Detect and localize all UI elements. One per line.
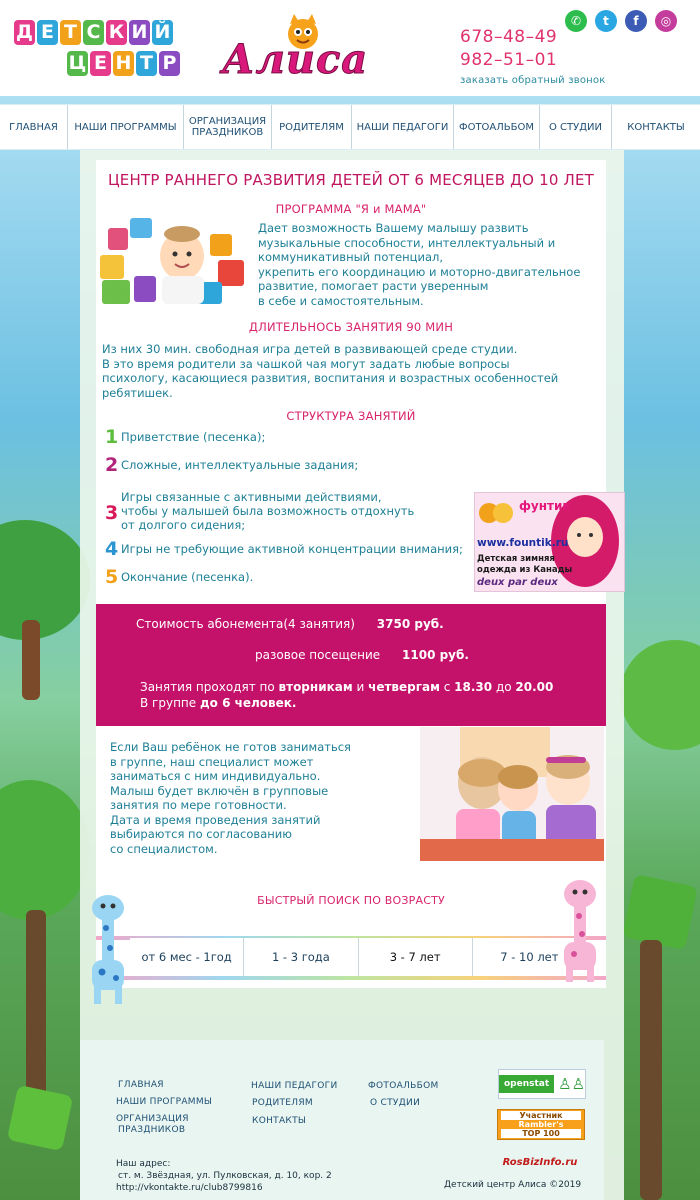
- individual-text-line: Малыш будет включён в групповые: [110, 783, 329, 798]
- fountik-brand: фунтик: [519, 499, 571, 513]
- nav-parents[interactable]: РОДИТЕЛЯМ: [272, 105, 352, 149]
- age-tab-1-3y[interactable]: 1 - 3 года: [244, 938, 358, 976]
- step-text-3: чтобы у малышей была возможность отдохнуть: [121, 504, 415, 518]
- callback-link[interactable]: заказать обратный звонок: [460, 75, 606, 86]
- background-trunk-right: [640, 940, 662, 1200]
- age-tabs-bottom-stripe: [96, 976, 606, 980]
- age-tabs: [130, 938, 586, 976]
- duration-title: ДЛИТЕЛЬНОСЬ ЗАНЯТИЯ 90 МИН: [248, 320, 454, 334]
- individual-text-line: Если Ваш ребёнок не готов заниматься: [110, 740, 351, 754]
- step-text-1: Приветствие (песенка);: [121, 430, 266, 444]
- program-title: ПРОГРАММА "Я и МАМА": [275, 202, 427, 216]
- background-trunk-left: [22, 620, 40, 700]
- duration-description: [102, 342, 602, 400]
- individual-text-line: со специалистом.: [110, 841, 218, 856]
- logo-row-detsky: [14, 20, 198, 45]
- individual-description: [110, 740, 410, 856]
- openstat-label: openstat: [499, 1075, 554, 1093]
- footer-link-contacts[interactable]: КОНТАКТЫ: [252, 1116, 307, 1126]
- individual-text-line: занятия по мере готовности.: [110, 798, 287, 812]
- copyright: Детский центр Алиса ©2019: [444, 1180, 582, 1190]
- vk-link[interactable]: http://vkontakte.ru/club8799816: [116, 1183, 263, 1193]
- rambler-line2: Rambler's: [518, 1120, 564, 1129]
- rambler-line1: Участник: [501, 1111, 581, 1120]
- twitter-icon[interactable]: t: [595, 10, 617, 32]
- phone-2[interactable]: 982–51–01: [460, 50, 558, 70]
- single-visit-line: [255, 648, 469, 662]
- giraffe-blue-icon: [80, 888, 136, 1006]
- instagram-icon[interactable]: ◎: [655, 10, 677, 32]
- baby-with-blocks-image: [100, 200, 250, 308]
- header: [0, 0, 700, 96]
- detsky-letter: Т: [60, 20, 81, 45]
- nav-parties[interactable]: ОРГАНИЗАЦИЯ ПРАЗДНИКОВ: [184, 105, 272, 149]
- age-tab-3-7y[interactable]: 3 - 7 лет: [359, 938, 473, 976]
- centr-letter: Е: [90, 51, 111, 76]
- rambler-line3: TOP 100: [501, 1129, 581, 1138]
- rosbizinfo-label: RosBizInfo.ru: [502, 1156, 578, 1168]
- subscription-price: 3750 руб.: [376, 617, 444, 631]
- program-text-line: коммуникативный потенциал,: [258, 250, 444, 264]
- kids-playing-image: [420, 727, 604, 861]
- nav-contacts[interactable]: КОНТАКТЫ: [627, 121, 685, 133]
- page-title: ЦЕНТР РАННЕГО РАЗВИТИЯ ДЕТЕЙ ОТ 6 МЕСЯЦЕВ ДО 10 ЛЕТ: [107, 171, 595, 189]
- program-text-line: в себе и самостоятельным.: [258, 293, 424, 308]
- main-navigation: [0, 104, 700, 150]
- centr-letter: Ц: [68, 52, 87, 74]
- age-tab-7-10y[interactable]: 7 - 10 лет: [473, 938, 586, 976]
- step-text-5: Окончание (песенка).: [121, 570, 254, 584]
- schedule-from: с: [439, 680, 455, 694]
- schedule-line: [140, 680, 553, 694]
- individual-text-line: выбираются по согласованию: [110, 827, 292, 841]
- detsky-letter: Й: [152, 20, 173, 45]
- footer-link-organization[interactable]: ОРГАНИЗАЦИЯ: [116, 1114, 189, 1124]
- schedule-text: Занятия проходят по: [140, 680, 279, 694]
- footer-link-photoalbum[interactable]: ФОТОАЛЬБОМ: [368, 1081, 439, 1091]
- detsky-letter: С: [83, 20, 104, 45]
- fountik-url: www.fountik.ru: [477, 537, 569, 549]
- program-text-line: Дает возможность Вашему малышу развить: [258, 221, 529, 235]
- address-label: Наш адрес:: [116, 1159, 171, 1169]
- step-number-3: 3: [105, 502, 119, 524]
- whatsapp-icon[interactable]: ✆: [565, 10, 587, 32]
- background-cube-left: [7, 1085, 73, 1151]
- duration-text-line: Из них 30 мин. свободная игра детей в развивающей среде студии.: [102, 342, 518, 356]
- social-links: [565, 10, 677, 32]
- openstat-people-icon: ♙♙: [558, 1075, 586, 1093]
- detsky-letter: К: [106, 20, 127, 45]
- group-size-line: [140, 696, 296, 710]
- group-label: В группе: [140, 696, 200, 710]
- fountik-line2: одежда из Канады: [477, 565, 573, 575]
- centr-letter: Н: [113, 51, 134, 76]
- time-to: 20.00: [515, 680, 554, 694]
- background-tree-right: [620, 640, 700, 750]
- single-visit-price: 1100 руб.: [402, 648, 469, 662]
- logo-alisa[interactable]: [222, 14, 392, 84]
- address-block: [116, 1158, 332, 1194]
- program-text-line: укрепить его координацию и моторно-двигательное: [258, 264, 581, 279]
- nav-teachers[interactable]: НАШИ ПЕДАГОГИ: [352, 105, 454, 149]
- step-text-3: от долгого сидения;: [121, 518, 246, 532]
- step-number-2: 2: [105, 454, 119, 476]
- logo-row-centr: [67, 51, 198, 76]
- program-description: [258, 221, 603, 308]
- schedule-day-thursday: четвергам: [368, 680, 440, 694]
- openstat-badge[interactable]: [498, 1069, 586, 1099]
- step-number-4: 4: [105, 538, 119, 560]
- individual-text-line: заниматься с ним индивидуально.: [110, 769, 321, 783]
- program-text-line: музыкальные способности, интеллектуальный и: [258, 235, 556, 250]
- footer-link-teachers[interactable]: НАШИ ПЕДАГОГИ: [251, 1081, 338, 1091]
- centr-letter: Т: [136, 51, 157, 76]
- single-visit-label: разовое посещение: [255, 648, 381, 662]
- structure-title: СТРУКТУРА ЗАНЯТИЙ: [286, 409, 416, 423]
- duration-text-line: В это время родители за чашкой чая могут задать любые вопросы: [102, 356, 510, 371]
- footer-link-home[interactable]: ГЛАВНАЯ: [118, 1080, 164, 1090]
- nav-programs[interactable]: НАШИ ПРОГРАММЫ: [68, 105, 184, 149]
- fountik-maker: deux par deux: [477, 577, 558, 588]
- duration-text-line: психологу, касающиеся развития, воспитания и возрастных особенностей: [102, 371, 559, 385]
- background-trunk-left2: [26, 910, 46, 1110]
- nav-photoalbum[interactable]: ФОТОАЛЬБОМ: [454, 105, 540, 149]
- group-size: до 6 человек.: [199, 696, 297, 710]
- duration-text-line: ребятишек.: [102, 385, 173, 400]
- detsky-letter: Е: [37, 20, 58, 45]
- address-text: ст. м. Звёздная, ул. Пулковская, д. 10, кор. 2: [118, 1171, 332, 1181]
- subscription-label: Стоимость абонемента(4 занятия): [136, 617, 355, 631]
- footer-link-parties[interactable]: ПРАЗДНИКОВ: [118, 1125, 186, 1135]
- schedule-to: до: [492, 680, 516, 694]
- fountik-ad-banner[interactable]: [474, 492, 625, 592]
- rambler-top100-badge[interactable]: [497, 1109, 585, 1140]
- background-tree-left: [0, 520, 90, 640]
- giraffe-pink-icon: [556, 868, 604, 984]
- rosbizinfo-badge[interactable]: [497, 1149, 583, 1175]
- step-number-5: 5: [105, 566, 119, 588]
- step-text-3: Игры связанные с активными действиями,: [121, 490, 382, 504]
- footer-link-parents[interactable]: РОДИТЕЛЯМ: [252, 1098, 313, 1108]
- background-tree-left2: [0, 780, 90, 920]
- age-search-title: БЫСТРЫЙ ПОИСК ПО ВОЗРАСТУ: [257, 894, 445, 907]
- step-text-2: Сложные, интеллектуальные задания;: [121, 458, 359, 472]
- nav-about[interactable]: О СТУДИИ: [540, 105, 612, 149]
- footer-link-about[interactable]: О СТУДИИ: [370, 1098, 421, 1108]
- step-number-1: 1: [105, 426, 119, 448]
- facebook-icon[interactable]: f: [625, 10, 647, 32]
- brand-name: Алиса: [222, 36, 369, 83]
- nav-home[interactable]: ГЛАВНАЯ: [0, 105, 68, 149]
- individual-text-line: в группе, наш специалист может: [110, 754, 314, 769]
- schedule-and: и: [352, 680, 369, 694]
- contact-block: [460, 26, 605, 86]
- age-tab-6m-1y[interactable]: от 6 мес - 1год: [130, 938, 244, 976]
- schedule-day-tuesday: вторникам: [278, 680, 353, 694]
- time-from: 18.30: [454, 680, 493, 694]
- centr-letter: Р: [159, 51, 180, 76]
- program-text-line: развитие, помогает расти уверенным: [258, 279, 489, 293]
- background-cube-right: [622, 874, 698, 950]
- footer-link-programs[interactable]: НАШИ ПРОГРАММЫ: [116, 1097, 213, 1107]
- step-text-4: Игры не требующие активной концентрации внимания;: [121, 542, 463, 556]
- detsky-letter: Д: [14, 20, 35, 45]
- individual-text-line: Дата и время проведения занятий: [110, 812, 321, 827]
- phone-1[interactable]: 678–48–49: [460, 27, 558, 47]
- logo-detsky-centr[interactable]: [14, 20, 198, 80]
- subscription-line: [136, 617, 444, 631]
- fountik-line1: Детская зимняя: [477, 554, 555, 564]
- detsky-letter: И: [129, 20, 150, 45]
